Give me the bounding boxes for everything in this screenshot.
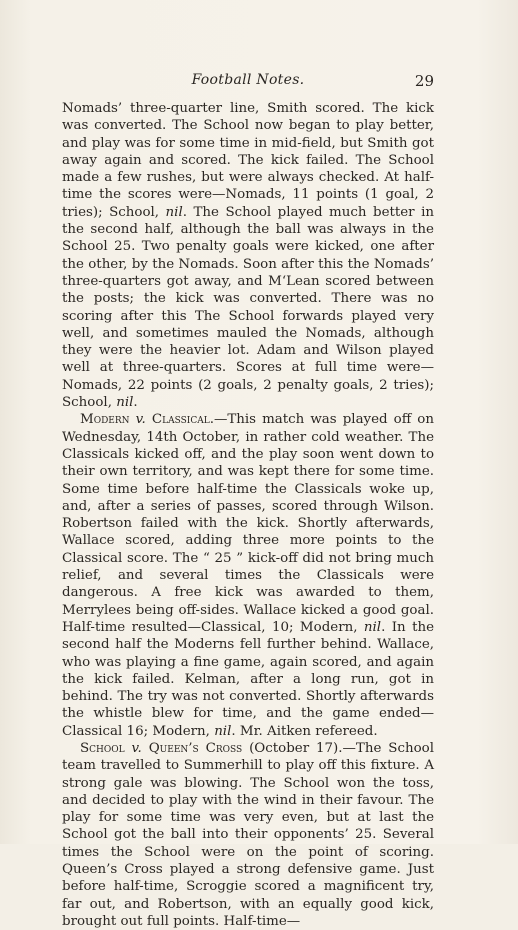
text-segment: .—This match was played off on Wednesday, 14th October, in rather cold weather. The Classicals kicked off, and the play soon went down to their own territory, and was kept there for some time. Some time before half-time the Classicals woke up, and, after a series of passes, scored through Wilson. Robertson failed with the kick. Shortly afterwards, Wallace scored, adding three more points to the Classical score. The “ 25 ” kick-off did not bring much relief, and several times the Classicals were dangerous. A free kick was awarded to them, Merrylees being off-sides. Wallace kicked a good goal. Half-time resulted—Classical, 10; Modern, [62,412,434,635]
running-title: Football Notes. [191,72,305,88]
text-segment: nil [363,619,382,635]
page-header [62,72,434,94]
text-segment: v. [124,740,149,756]
text-segment: nil [165,204,183,220]
text-segment: (October 17).—The School team travelled to Summerhill to play off this fixture. A strong gale was blowing. The School won the toss, and decided to play with the wind in their favour. The play for some time was very even, but at last the School got the ball into their opponents’ 25. Several times the School were on the point of scoring. Queen’s Cross played a strong defensive game. Just before half-time, Scroggie scored a magnificent try, far out, and Robertson, with an equally good kick, brought out full points. Half-time— [62,740,434,929]
body-text [62,100,434,930]
text-segment: . Mr. Aitken refereed. [231,723,378,739]
text-segment: . In the second half the Moderns fell further behind. Wallace, who was playing a fine game, again scored, and again the kick failed. Kelman, after a long run, got in behind. The try was not converted. Shortly afterwards the whistle blew for time, and the game ended—Classical 16; Modern, [62,619,434,739]
text-segment: v. [129,412,152,428]
text-segment: Queen’s Cross [148,740,243,756]
paragraph-modern-v-classical [62,411,434,740]
text-segment: Classical [151,412,210,428]
text-segment: nil [214,723,232,739]
paragraph-nomads-match [62,100,434,411]
page-number: 29 [414,72,434,90]
text-segment: Nomads’ three-quarter line, Smith scored. The kick was converted. The School now began to play better, and play was for some time in mid-field, but Smith got away again and scored. The kick failed. The School made a few rushes, but were always checked. At half-time the scores were—Nomads, 11 points (1 goal, 2 tries); School, [62,101,434,220]
text-segment: School [80,740,125,756]
paragraph-school-v-queens-cross [62,740,434,930]
text-segment: . The School played much better in the second half, although the ball was always in the School 25. Two penalty goals were kicked, one after the other, by the Nomads. Soon after this the Nomads’ three-quarters got away, and M‘Lean scored between the posts; the kick was converted. There was no scoring after this The School forwards played very well, and sometimes mauled the Nomads, although they were the heavier lot. Adam and Wilson played well at three-quarters. Scores at full time were—Nomads, 22 points (2 goals, 2 penalty goals, 2 tries); School, [62,204,434,411]
text-segment: . [133,395,138,411]
text-segment: nil [116,395,134,411]
text-segment: Modern [80,412,130,428]
